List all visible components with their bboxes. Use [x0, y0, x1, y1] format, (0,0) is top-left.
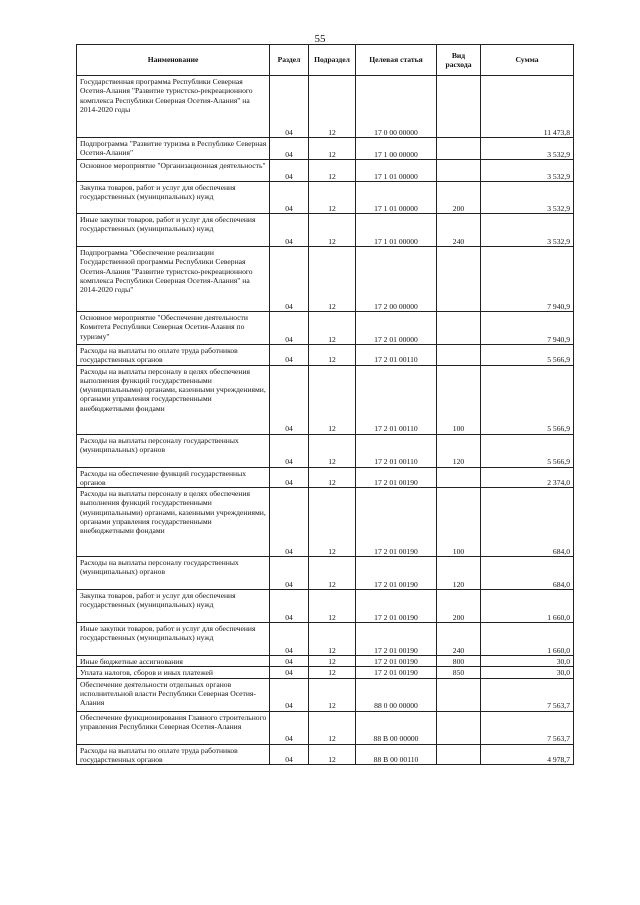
cell-kind — [437, 744, 481, 765]
table-row — [77, 678, 574, 711]
cell-section: 04 — [270, 76, 309, 138]
cell-kind — [437, 160, 481, 182]
cell-sum: 5 566,9 — [481, 345, 574, 366]
table-row — [77, 467, 574, 488]
cell-kind: 120 — [437, 557, 481, 590]
cell-kind: 200 — [437, 590, 481, 623]
cell-sum: 684,0 — [481, 557, 574, 590]
cell-name: Обеспечение деятельности отдельных органов исполнительной власти Республики Северная Осетия-Алания — [77, 678, 270, 711]
table-row — [77, 214, 574, 247]
cell-section: 04 — [270, 667, 309, 678]
cell-sum: 7 563,7 — [481, 678, 574, 711]
table-row — [77, 76, 574, 138]
cell-name: Расходы на выплаты персоналу государственных (муниципальных) органов — [77, 557, 270, 590]
cell-kind: 100 — [437, 365, 481, 434]
cell-kind: 800 — [437, 656, 481, 667]
header-section: Раздел — [270, 45, 309, 76]
cell-section: 04 — [270, 488, 309, 557]
table-row — [77, 656, 574, 667]
cell-subsection: 12 — [309, 623, 356, 656]
cell-subsection: 12 — [309, 214, 356, 247]
cell-sum: 1 660,0 — [481, 623, 574, 656]
cell-name: Подпрограмма "Обеспечение реализации Государственной программы Республики Северная Осетия-Алания "Развитие туристско-рекреационного комплекса Республики Северная Осетия-Алания" на 2014-2020 годы" — [77, 247, 270, 312]
cell-target: 17 2 01 00190 — [356, 623, 437, 656]
cell-sum: 4 978,7 — [481, 744, 574, 765]
cell-name: Иные закупки товаров, работ и услуг для обеспечения государственных (муниципальных) нужд — [77, 623, 270, 656]
cell-kind — [437, 467, 481, 488]
cell-section: 04 — [270, 247, 309, 312]
cell-subsection: 12 — [309, 488, 356, 557]
cell-subsection: 12 — [309, 744, 356, 765]
cell-subsection: 12 — [309, 76, 356, 138]
cell-sum: 684,0 — [481, 488, 574, 557]
cell-sum: 11 473,8 — [481, 76, 574, 138]
cell-section: 04 — [270, 434, 309, 467]
cell-target: 88 В 00 00000 — [356, 711, 437, 744]
table-row — [77, 138, 574, 160]
table-row — [77, 247, 574, 312]
cell-section: 04 — [270, 345, 309, 366]
cell-kind — [437, 345, 481, 366]
cell-name: Иные бюджетные ассигнования — [77, 656, 270, 667]
cell-name: Государственная программа Республики Северная Осетия-Алания "Развитие туристско-рекреационного комплекса Республики Северная Осетия-Алания" на 2014-2020 годы — [77, 76, 270, 138]
cell-target: 17 2 01 00190 — [356, 488, 437, 557]
cell-name: Расходы на выплаты по оплате труда работников государственных органов — [77, 345, 270, 366]
cell-section: 04 — [270, 467, 309, 488]
cell-target: 17 2 01 00110 — [356, 434, 437, 467]
table-row — [77, 667, 574, 678]
cell-sum: 3 532,9 — [481, 160, 574, 182]
cell-section: 04 — [270, 182, 309, 214]
cell-subsection: 12 — [309, 467, 356, 488]
cell-target: 17 2 01 00190 — [356, 667, 437, 678]
header-kind: Вид расхода — [437, 45, 481, 76]
header-name: Наименование — [77, 45, 270, 76]
cell-target: 17 2 00 00000 — [356, 247, 437, 312]
cell-section: 04 — [270, 138, 309, 160]
cell-sum: 7 940,9 — [481, 312, 574, 345]
cell-sum: 5 566,9 — [481, 365, 574, 434]
cell-section: 04 — [270, 678, 309, 711]
table-row — [77, 488, 574, 557]
cell-name: Подпрограмма "Развитие туризма в Республике Северная Осетия-Алания" — [77, 138, 270, 160]
cell-subsection: 12 — [309, 160, 356, 182]
cell-subsection: 12 — [309, 590, 356, 623]
cell-sum: 7 563,7 — [481, 711, 574, 744]
budget-table — [76, 44, 574, 765]
table-row — [77, 312, 574, 345]
cell-section: 04 — [270, 711, 309, 744]
cell-section: 04 — [270, 160, 309, 182]
cell-name: Уплата налогов, сборов и иных платежей — [77, 667, 270, 678]
cell-subsection: 12 — [309, 656, 356, 667]
cell-sum: 1 660,0 — [481, 590, 574, 623]
cell-name: Основное мероприятие "Организационная деятельность" — [77, 160, 270, 182]
cell-name: Иные закупки товаров, работ и услуг для обеспечения государственных (муниципальных) нужд — [77, 214, 270, 247]
cell-sum: 5 566,9 — [481, 434, 574, 467]
cell-section: 04 — [270, 623, 309, 656]
cell-kind — [437, 678, 481, 711]
cell-section: 04 — [270, 312, 309, 345]
cell-target: 17 1 01 00000 — [356, 160, 437, 182]
cell-kind: 100 — [437, 488, 481, 557]
cell-subsection: 12 — [309, 247, 356, 312]
cell-target: 17 0 00 00000 — [356, 76, 437, 138]
header-subsection: Подраздел — [309, 45, 356, 76]
cell-sum: 30,0 — [481, 656, 574, 667]
cell-subsection: 12 — [309, 434, 356, 467]
cell-sum: 3 532,9 — [481, 214, 574, 247]
cell-sum: 3 532,9 — [481, 182, 574, 214]
cell-name: Закупка товаров, работ и услуг для обеспечения государственных (муниципальных) нужд — [77, 590, 270, 623]
cell-section: 04 — [270, 365, 309, 434]
page-number: 55 — [314, 33, 326, 45]
cell-target: 17 2 01 00110 — [356, 345, 437, 366]
cell-subsection: 12 — [309, 365, 356, 434]
table-row — [77, 434, 574, 467]
header-target: Целевая статья — [356, 45, 437, 76]
table-row — [77, 744, 574, 765]
cell-target: 88 В 00 00110 — [356, 744, 437, 765]
cell-sum: 7 940,9 — [481, 247, 574, 312]
cell-section: 04 — [270, 590, 309, 623]
table-row — [77, 590, 574, 623]
cell-name: Обеспечение функционирования Главного строительного управления Республики Северная Осетия-Алания — [77, 711, 270, 744]
cell-name: Закупка товаров, работ и услуг для обеспечения государственных (муниципальных) нужд — [77, 182, 270, 214]
table-header-row — [77, 45, 574, 76]
cell-subsection: 12 — [309, 182, 356, 214]
cell-kind — [437, 711, 481, 744]
cell-kind: 200 — [437, 182, 481, 214]
cell-target: 17 1 01 00000 — [356, 182, 437, 214]
cell-name: Расходы на обеспечение функций государственных органов — [77, 467, 270, 488]
cell-subsection: 12 — [309, 138, 356, 160]
cell-target: 17 2 01 00000 — [356, 312, 437, 345]
cell-sum: 3 532,9 — [481, 138, 574, 160]
cell-target: 17 2 01 00190 — [356, 467, 437, 488]
table-row — [77, 557, 574, 590]
cell-target: 17 2 01 00110 — [356, 365, 437, 434]
cell-name: Расходы на выплаты персоналу государственных (муниципальных) органов — [77, 434, 270, 467]
table-row — [77, 160, 574, 182]
table-row — [77, 711, 574, 744]
cell-subsection: 12 — [309, 678, 356, 711]
cell-name: Расходы на выплаты персоналу в целях обеспечения выполнения функций государственными (муниципальными) органами, казенными учреждениями, органами управления государственными внебюджетными фондами — [77, 365, 270, 434]
cell-name: Основное мероприятие "Обеспечение деятельности Комитета Республики Северная Осетия-Алания по туризму" — [77, 312, 270, 345]
table-row — [77, 365, 574, 434]
cell-kind: 240 — [437, 623, 481, 656]
cell-subsection: 12 — [309, 345, 356, 366]
table-row — [77, 623, 574, 656]
cell-target: 17 2 01 00190 — [356, 557, 437, 590]
cell-sum: 2 374,0 — [481, 467, 574, 488]
cell-subsection: 12 — [309, 667, 356, 678]
cell-section: 04 — [270, 656, 309, 667]
cell-kind — [437, 76, 481, 138]
header-sum: Сумма — [481, 45, 574, 76]
cell-sum: 30,0 — [481, 667, 574, 678]
cell-kind — [437, 138, 481, 160]
cell-subsection: 12 — [309, 312, 356, 345]
cell-section: 04 — [270, 744, 309, 765]
cell-kind — [437, 247, 481, 312]
cell-target: 17 2 01 00190 — [356, 656, 437, 667]
cell-kind: 850 — [437, 667, 481, 678]
cell-target: 17 1 00 00000 — [356, 138, 437, 160]
cell-subsection: 12 — [309, 557, 356, 590]
cell-kind — [437, 312, 481, 345]
table-row — [77, 182, 574, 214]
cell-name: Расходы на выплаты по оплате труда работников государственных органов — [77, 744, 270, 765]
cell-section: 04 — [270, 557, 309, 590]
cell-target: 17 1 01 00000 — [356, 214, 437, 247]
cell-target: 17 2 01 00190 — [356, 590, 437, 623]
cell-section: 04 — [270, 214, 309, 247]
cell-name: Расходы на выплаты персоналу в целях обеспечения выполнения функций государственными (муниципальными) органами, казенными учреждениями, органами управления государственными внебюджетными фондами — [77, 488, 270, 557]
table-row — [77, 345, 574, 366]
cell-kind: 240 — [437, 214, 481, 247]
cell-kind: 120 — [437, 434, 481, 467]
cell-target: 88 0 00 00000 — [356, 678, 437, 711]
cell-subsection: 12 — [309, 711, 356, 744]
